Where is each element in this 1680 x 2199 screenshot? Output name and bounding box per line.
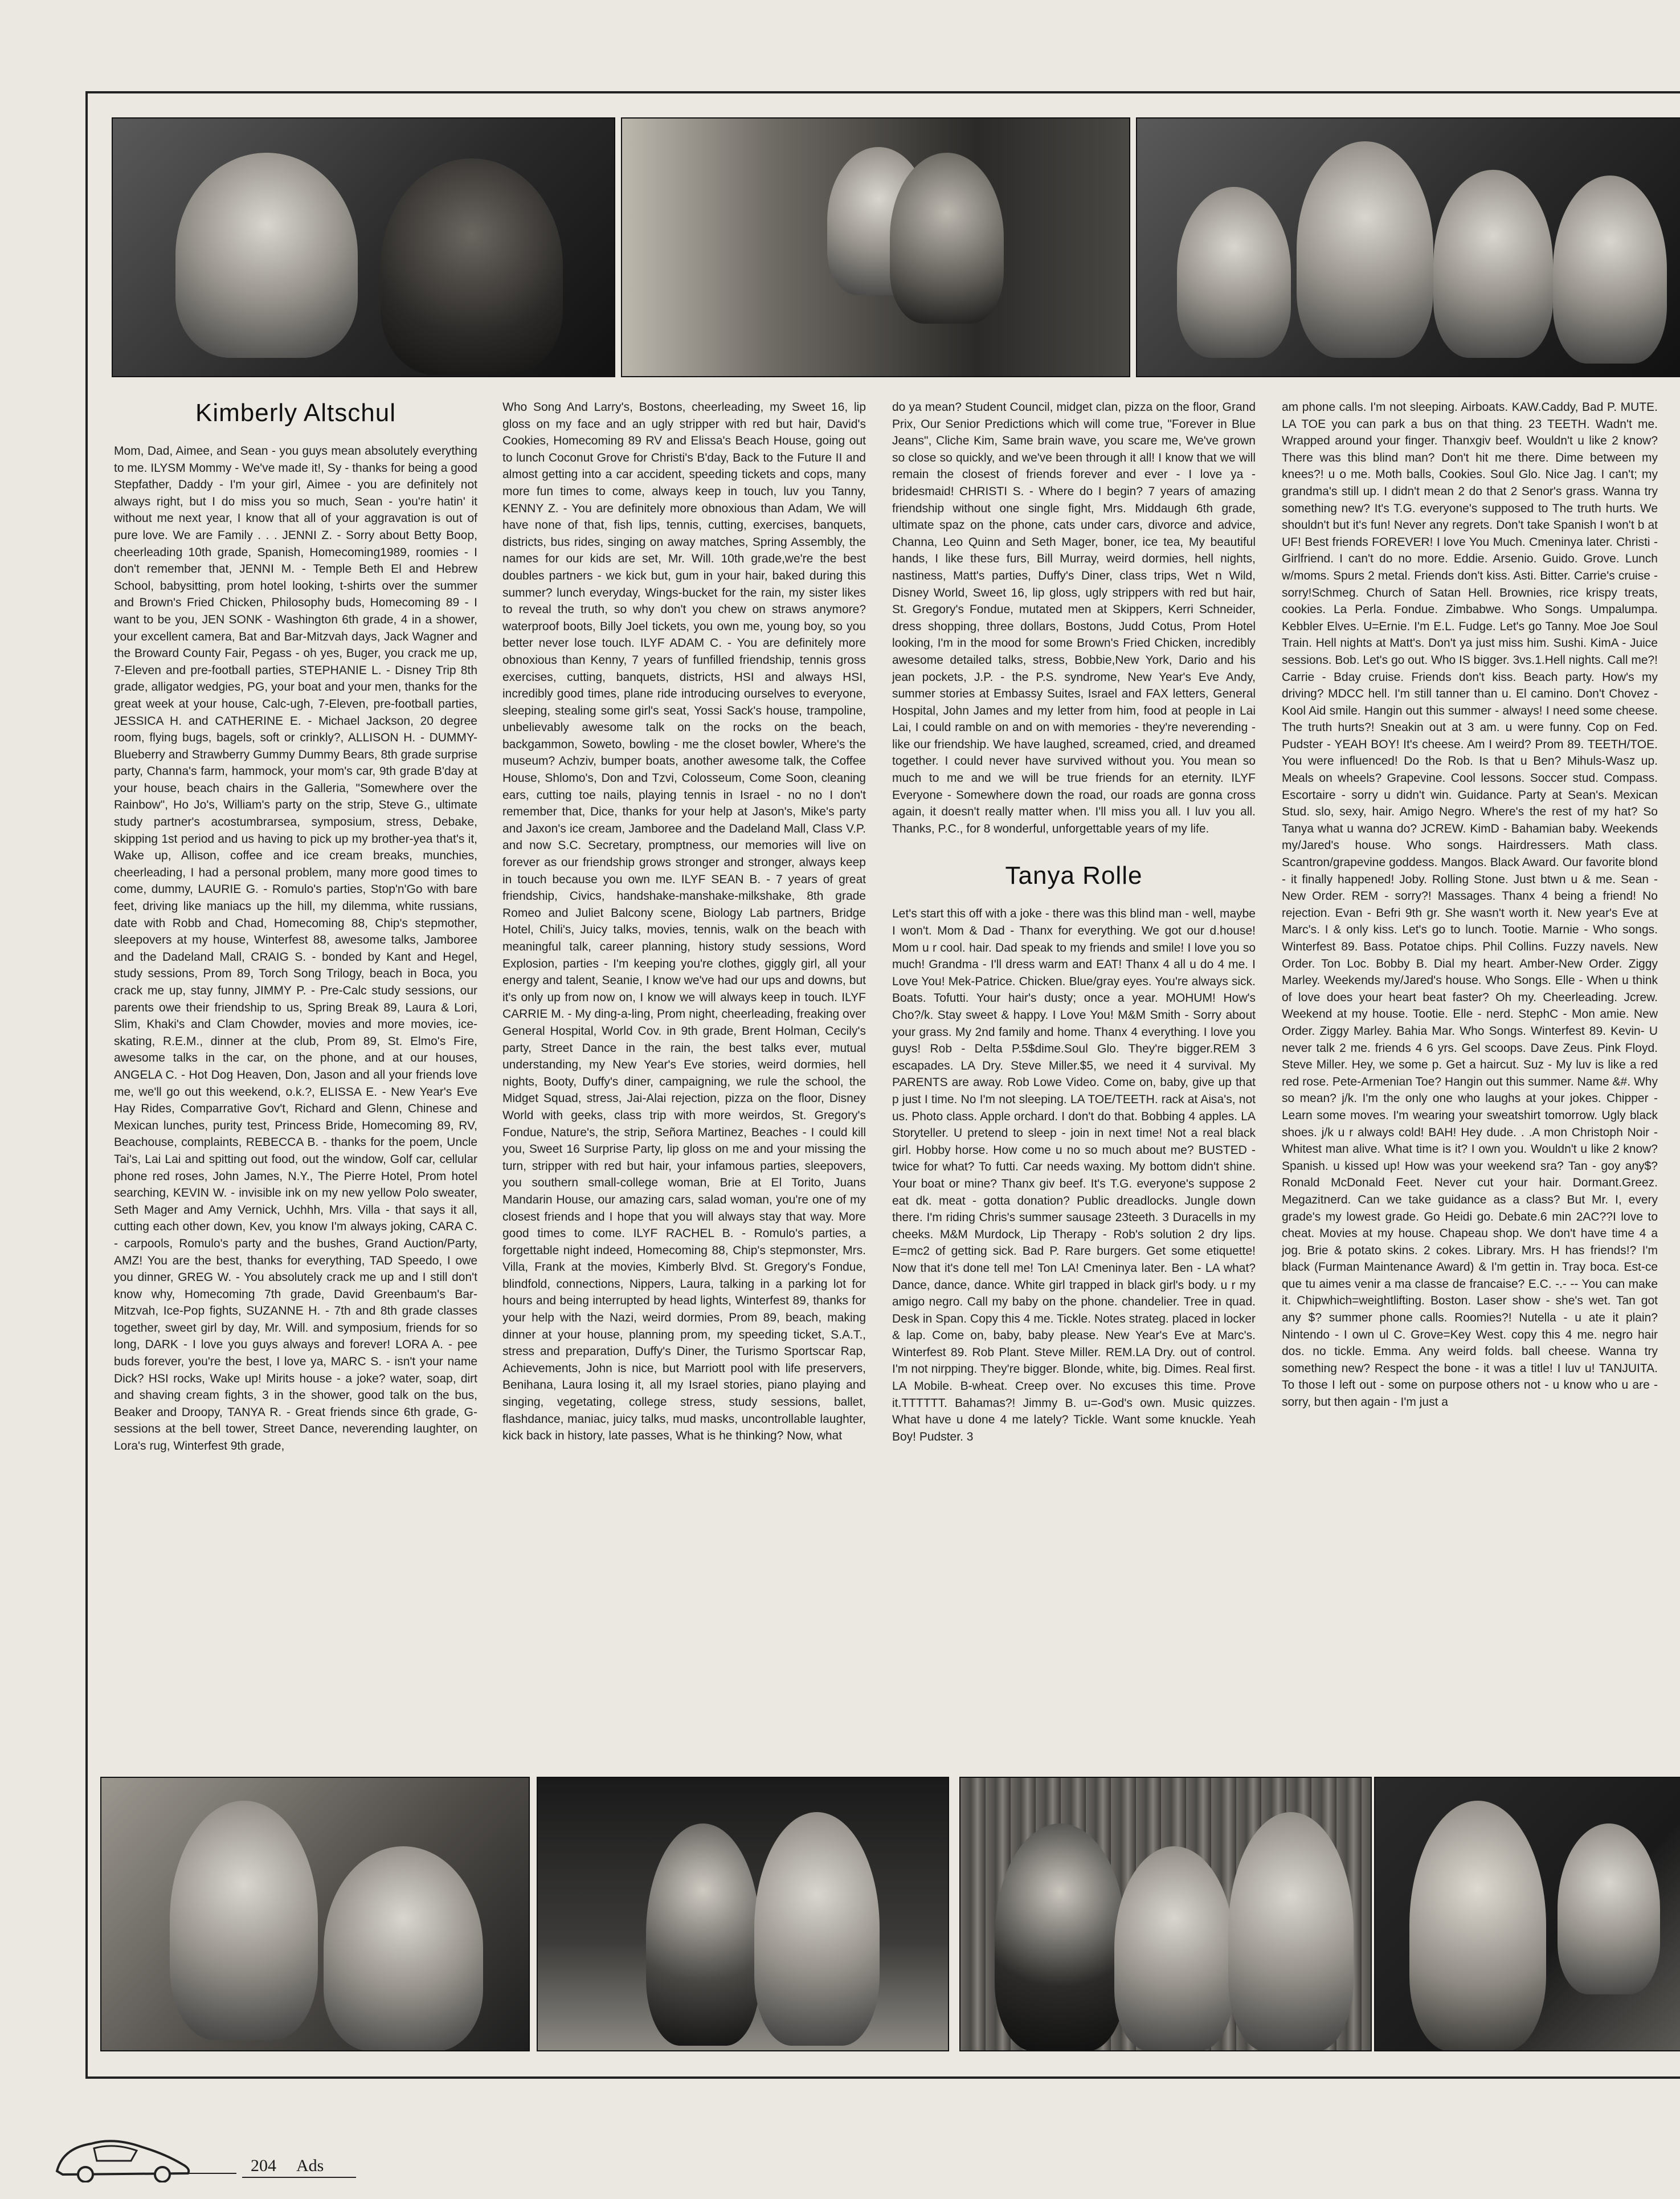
kimberly-text-part-1: Mom, Dad, Aimee, and Sean - you guys mean absolutely everything to me. ILYSM Mommy - We've made it!, Sy - thanks for being a good Stepfather, Daddy - I'm your girl, Aimee - you are definitely not always right, but I do miss you so much, Sean - you're hatin' it without me next year, I know that all of your aggravation is out of pure love. We are Family . . . JENNI Z. - Sorry about Betty Boop, cheerleading 10th grade, Spanish, Homecoming1989, roomies - I don't remember that, JENNI M. - Temple Beth El and Hebrew School, babysitting, prom hotel looking, t-shirts over the summer and Brown's Fried Chicken, Philosophy buds, Homecoming 89 - I want to be you, JEN SONK - Washington 6th grade, 4 in a shower, your excellent camera, Bat and Bar-Mitzvah days, Jack Wagner and the Broward County Fair, Pegass - oh yes, Buger, you crack me up, 7-Eleven and pre-football parties, STEPHANIE L. - Disney Trip 8th grade, alligator wedgies, PG, your boat and your men, thanks for the great week at your house, Calc-ugh, 7-Eleven, pre-football parties, JESSICA H. and CATHERINE E. - Michael Jackson, 20 degree room, flying bugs, bagels, soft or crinkly?, ALLISON H. - DUMMY-Blueberry and Strawberry Gummy Dummy Bears, 8th grade surprise party, Channa's farm, hammock, your mom's car, 9th grade B'day at your house, beach chairs in the Galleria, "Somewhere over the Rainbow", Ho Jo's, William's party on the strip, Steve G., ultimate study partner's acostumbrarsea, symposium, stress, Debake, skipping 1st period and us having to pick up my brother-yea that's it, Wake up, Allison, coffee and ice cream breaks, munchies, cheerleading, I had a personal problem, many more good times to come, dummy, LAURIE G. - Romulo's parties, Stop'n'Go with bare feet, driving like maniacs up the hill, my dilemma, white russians, date with Robb and Chad, Homecoming 88, Chip's stepmother, sleepovers at my house, Winterfest 88, awesome talks, Jamboree and the Dadeland Mall, CRAIG S. - bonded by Kant and Hegel, study sessions, Prom 89, Torch Song Trilogy, beach in Boca, you crack me up, stay funny, JIMMY P. - Pre-Calc study sessions, our parents owe their friendship to us, Spring Break 89, Laura & Lori, Slim, Khaki's and Clam Chowder, movies and more movies, ice-skating, R.E.M., dinner at the club, Prom 89, St. Elmo's Fire, awesome talks in the car, on the phone, and at our houses, ANGELA C. - Hot Dog Heaven, Don, Jason and all your friends love me, we'll go out this weekend, o.k.?, ELISSA E. - New Year's Eve Hay Rides, Comparrative Gov't, Richard and Glenn, Chinese and Mexican lunches, purity test, Princess Bride, Homecoming 89, RV, Beachouse, complaints, REBECCA B. - thanks for the poem, Uncle Tai's, Lai Lai and spitting out food, out the window, Golf car, cellular phone red roses, John James, N.Y., The Pierre Hotel, Prom hotel searching, KEVIN W. - invisible ink on my new yellow Polo sweater, Seth Mager and Amy Vernick, Uchhh, Mrs. Villa - that says it all, cutting each other down, Kev, you know I'm always joking, CARA C. - carpools, Romulo's party and the bushes, Grand Auction/Party, AMZ! You are the best, thanks for everything, TAD Speedo, I owe you dinner, GREG W. - You absolutely crack me up and I still don't know why, Homecoming 7th grade, David Greenbaum's Bar-Mitzvah, Ice-Pop fights, SUZANNE H. - 7th and 8th grade classes together, sweet girl by day, Mr. Will. and symposium, friends for so long, DARK - I love you guys always and forever! LORA A. - pee buds forever, you're the best, I love ya, MARC S. - isn't your name Dick? HSI rocks, Wake up! Mirits house - a joke? water, soap, dirt and shaving cream fights, 3 in the shower, good talk on the bus, Beaker and Droopy, TANYA R. - Great friends since 6th grade, G-sessions at the bell tower, Street Dance, neverending laughter, on Lora's rug, Winterfest 9th grade,	[114, 444, 477, 1453]
photo-bottom-4	[1374, 1777, 1680, 2051]
text-column-3	[892, 399, 1256, 1445]
photo-top-right	[1136, 117, 1680, 377]
tanya-text-part-2: am phone calls. I'm not sleeping. Airboats. KAW.Caddy, Bad P. MUTE. LA TOE you can park a bus on that thing. 23 TEETH. Wadn't me. Wrapped around your finger. Thanxgiv beef. Wouldn't u like 2 know? There was this blind man? Don't hit me there. Dime between my knees?! u o me. Moth balls, Cookies. Soul Glo. Nice Jag. I can't; my grandma's still up. I didn't mean 2 do that 2 Senor's grass. Wanna try something new? It's T.G. everyone's supposed to The truth hurts. We shouldn't but it's fun! Never any regrets. Don't take Spanish I won't b at UF! Best friends FOREVER! I love You Much. Cmeninya later. Christi - Girlfriend. I can't do no more. Eddie. Arsenio. Guido. Grove. Lunch w/moms. Spurs 2 metal. Friends don't kiss. Asti. Bitter. Carrie's cruise - sorry!Schmeg. Church of Satan Hell. Brownies, rice krispy treats, cookies. La Perla. Fondue. Zimbabwe. Who Songs. Umpalumpa. Kebbler Elves. U=Ernie. I'm E.L. Fudge. Let's go Tanny. Moe Joe Soul Train. Hell nights at Matt's. Don't ya just miss him. Sushi. KimA - Juice sessions. Bob. Let's go out. Who IS bigger. 3vs.1.Hell nights. Call me?! Carrie - Bday cruise. Friends don't kiss. Beach party. How's my driving? MDCC hell. I'm still tanner than u. El camino. Don't Chovez - Kool Aid smile. Hangin out this summer - always! I need some cheese. The truth hurts?! Sneakin out at 3 am. u were funny. Cop on Fed. Pudster - YEAH BOY! It's cheese. Am I weird? Prom 89. TEETH/TOE. You were influenced! Do the Rob. Is that u Ben? Mihuls-Wasz up. Meals on wheels? Grapevine. Cool lessons. Soccer stud. Compass. Escortaire - sorry u didn't win. Guidance. Party at Sean's. Mexican Stud. slo, sexy, hair. Amigo Negro. Where's the rest of my hat? So Tanya what u wanna do? JCREW. KimD - Bahamian baby. Weekends my/Jared's house. Who songs. Hairdressers. Math class. Scantron/grapevine goddess. Mangos. Black Award. Our favorite blond - it finally happened! Joby. Rolling Stone. Just btwn u & me. Sean - New Order. REM - sorry?! Massages. Thanx 4 being a friend! No rejection. Evan - Befri 9th gr. She wasn't worth it. New year's Eve at Marc's. I & only kiss. Let's go to lunch. Tootie. Marnie - Who songs. Winterfest 89. Bass. Potatoe chips. Phil Collins. Fuzzy navels. New Order. Ton Loc. Bobby B. Dial my heart. Amber-New Order. Ziggy Marley. Weekends my/Jared's house. Who Songs. Elle - When u think of love does your heart beat faster? Oh my. Cheerleading. Jcrew. Weekend at my house. Tootie. Elle - nerd. StephC - Mon amie. New Order. Ziggy Marley. Bahia Mar. Who Songs. Winterfest 89. Kevin- U never talk 2 me. friends 4 6 yrs. Gel scoops. Dave Zeus. Pink Floyd. Steve Miller. Hey, we some p. Get a haircut. Suz - My luv is like a red red rose. Pete-Armenian Toe? Hangin out this summer. Name &#. Why so mean? j/k. I'm the only one who laughs at your jokes. Chipper - Learn some moves. I'm wearing your sweatshirt tomorrow. Ugly black shoes. j/k u r always cold! BAH! Hey dude. . .A mon Christoph Noir - Whitest man alive. What time is it? I own you. Wouldn't u like 2 know? Spanish. u kissed up! How was your weekend sra? Tan - goy any$? Ronald McDonald Feet. Never cut your hair. Dormant.Greez. Megazitnerd. Can we take guidance as a class? But Mr. I, every grade's my lowest grade. Go Heidi go. Debate.6 min 2AC??I love to cheat. Movies at my house. Chapeau shop. We don't have time 4 a jog. Brie & potato skins. 2 cokes. Library. Mrs. H has friends!? I'm black (Furman Maintenance Award) & I'm gettin in. Tray boca. Est-ce que tu aimes venir a ma classe de francaise? E.C. -.- -- You can make it. Chipwhich=weightlifting. Boston. Laser show - she's wet. Tan got any $? summer phone calls. Roomies?! Nutella - u ate it plain? Nintendo - I own ul C. Grove=Key West. copy this 4 me. negro hair dos. no tickle. Emma. Any weird folds. ball cheese. Wanna try something new? Respect the bone - it was a title! I luv u! TANJUITA. To those I left out - some on purpose others not - u know who u are - sorry, but then again - I'm just a	[1282, 401, 1658, 1409]
text-column-2	[502, 399, 866, 1445]
section-label: Ads	[296, 2156, 324, 2175]
photo-bottom-3	[959, 1777, 1372, 2051]
photo-bottom-1	[100, 1777, 530, 2051]
page-footer	[46, 2131, 387, 2182]
kimberly-text-part-3: do ya mean? Student Council, midget clan, pizza on the floor, Grand Prix, Our Senior Predictions which will come true, "Forever in Blue Jeans", Cliche Kim, Same brain wave, you scare me, We've grown so close so quickly, and we've been through it all! I know that we will remain the closest of friends forever and ever - I love ya - bridesmaid! CHRISTI S. - Where do I begin? 7 years of amazing friendship without one single fight, Mrs. Middaugh 6th grade, ultimate spaz on the phone, cats under cars, divorce and advice, Channa, Leo Quinn and Seth Mager, boner, ice tea, My beautiful hands, I like these furs, Bill Murray, weird dormies, hell nights, nastiness, Matt's parties, Duffy's Diner, class trips, Wet n Wild, Disney World, Sweet 16, lip gloss, ugly strippers with red but hair, St. Gregory's Fondue, mutated men at Skippers, Kerri Schneider, dress shopping, three dollars, Bostons, Judd Cotus, Prom Hotel looking, I'm in the mood for some Brown's Fried Chicken, incredibly awesome detailed talks, stress, Bobbie,New York, Dario and his jean pockets, J.P. - the P.S. syndrome, New Year's Eve Andy, summer stories at Embassy Suites, Israel and FAX letters, General Hospital, John James and my letter from him, food at people in Lai Lai, I could ramble on and on with memories - they're neverending - like our friendship. We have laughed, screamed, cried, and dreamed together. I could never have survived without you. You mean so much to me and we will be true friends for an eternity. ILYF Everyone - Somewhere down the road, our roads are gonna cross again, it doesn't really matter when. I'll miss you all. I luv you all. Thanks, P.C., for 8 wonderful, unforgettable years of my life.	[892, 401, 1256, 835]
student-name-kimberly: Kimberly Altschul	[195, 399, 396, 427]
text-column-4	[1282, 399, 1658, 1411]
text-column-1	[114, 396, 477, 1455]
photo-top-middle	[621, 117, 1130, 377]
tanya-text-part-1: Let's start this off with a joke - there was this blind man - well, maybe I won't. Mom & Dad - Thanx for everything. We got our d.house! Mom u r cool. hair. Dad speak to my friends and smile! I love you so much! Grandma - I'll dress warm and EAT! Thanx 4 all u do 4 me. I Love You! Mek-Patrice. Chicken. Blue/gray eyes. You're always sick. Boats. Tofutti. Your hair's dusty; once a year. MOHUM! How's Cho?/k. Stay sweet & happy. I Love You! M&M Smith - Sorry about your grass. My 2nd family and home. Thanx 4 everything. I love you guys! Rob - Delta P.5$dime.Soul Glo. They're bigger.REM 3 escapades. LA Dry. Steve Miller.$5, we need it 4 survival. My PARENTS are away. Rob Lowe Video. Come on, baby, give up that p just I time. No I'm not sleeping. LA TOE/TEETH. rack at Aisa's, not us. Photo class. Apple orchard. I don't do that. Bobbing 4 apples. LA Storyteller. U pretend to sleep - join in next time! Not a real black girl. Hobby horse. How come u no so much about me? BUSTED - twice for what? To futti. Car needs waxing. My bottom didn't shine. Your boat or mine? Thanx giv beef. It's T.G. everyone's suppose 2 eat dk. meat - gotta donation? Public dreadlocks. Jungle down there. I'm riding Chris's summer sausage 23teeth. 3 Duracells in my cheeks. M&M Murdock, Lip Therapy - Rob's solution 2 dry lips. E=mc2 of getting sick. Bad P. Rare burgers. Get some etiquette! Now that it's done tell me! Ton LA! Cmeninya later. Ben - LA what? Dance, dance, dance. White girl trapped in black girl's body. u r my amigo negro. Call my baby on the phone. chandelier. Tree in quad. Desk in Span. Copy this 4 me. Tickle. Notes strateg. placed in locker & lap. Come on, baby, baby please. New Year's Eve at Marc's. Winterfest 89. Rob Plant. Steve Miller. REM.LA Dry. out of control. I'm not nirpping. They're bigger. Blonde, white, big. Dimes. Real first. LA Mobile. B-wheat. Creep over. No excuses this time. Prove it.TTTTTT. Bahamas?! Jimmy B. u=-God's own. Music quizzes. What have u done 4 me lately? Tickle. Want some knuckle. Yeah Boy! Pudster. 3	[892, 907, 1256, 1443]
footer-rule	[242, 2177, 356, 2178]
page-number: 204	[251, 2156, 276, 2175]
photo-bottom-2	[537, 1777, 949, 2051]
photo-top-left	[112, 117, 615, 377]
kimberly-text-part-2: Who Song And Larry's, Bostons, cheerleading, my Sweet 16, lip gloss on my face and an ugly stripper with red but hair, David's Cookies, Homecoming 89 RV and Elissa's Beach House, going out to lunch Coconut Grove for Christi's B'day, Back to the Future II and almost getting into a car accident, speeding tickets and cops, many more fun times to come, always keep in touch, luv you Tanny, KENNY Z. - You are definitely more obnoxious than Adam, We will have none of that, fish lips, tennis, cutting, exercises, banquets, districts, bus rides, singing on away matches, Spring Assembly, the names for our kids are set, Mr. Will. 10th grade,we're the best doubles partners - we kick but, gum in your hair, baked during this summer? lunch everyday, Wings-bucket for the rain, my sister likes to reveal the truth, so why don't you chew on straws anymore? waterproof boots, Billy Joel tickets, you own me, young boy, so you better never lose touch. ILYF ADAM C. - You are definitely more obnoxious than Kenny, 7 years of funfilled friendship, tennis gross exercises, cutting, banquets, districts, HSI and always HSI, incredibly good times, plane ride introducing ourselves to everyone, sleeping, stealing some girl's seat, Yossi Sack's house, trampoline, unbelievably awesome talk on the rocks on the beach, backgammon, Soweto, bowling - me the closet bowler, Where's the museum? Achziv, bumper boats, another awesome talk, the Coffee House, Shlomo's, Don and Tzvi, Colosseum, Come Soon, cleaning ears, cutting toe nails, playing tennis in Israel - no no I don't remember that, Dice, thanks for your help at Jason's, Mike's party and Jaxon's ice cream, Jamboree and the Dadeland Mall, Class V.P. and now S.C. Secretary, promptness, our memories will live on forever as our friendship grows stronger and stronger, always keep in touch because you own me. ILYF SEAN B. - 7 years of great friendship, Civics, handshake-manshake-milkshake, 8th grade Romeo and Juliet Balcony scene, Biology Lab partners, Bridge Hotel, Chili's, Juicy talks, movies, tennis, walk on the beach with meaningful talk, career planning, history study sessions, Word Explosion, parties - I'm keeping you're clothes, giggly girl, all your energy and talent, Seanie, I know we've had our ups and downs, but it's only up from now on, I know we will always keep in touch. ILYF CARRIE M. - My ding-a-ling, Prom night, cheerleading, freaking over General Hospital, World Cov. in 9th grade, Brent Holman, Cecily's party, Street Dance in the rain, the best talks ever, mutual understanding, my New Year's Eve stories, weird dormies, hell nights, Booty, Duffy's diner, campaigning, we rule the school, the Midget Squad, stress, Jai-Alai rejection, pizza on the floor, Disney World with geeks, class trip with more weirdos, St. Gregory's Fondue, Nature's, the strip, Señora Martinez, Beaches - I could kill you, Sweet 16 Surprise Party, lip gloss on me and your missing the turn, stripper with red but hair, your infamous parties, sleepovers, you southern small-college woman, Brie at El Torito, Juans Mandarin House, our amazing cars, salad woman, you're one of my closest friends and I hope that you will always stay that way. More good times to come. ILYF RACHEL B. - Romulo's parties, a forgettable night indeed, Homecoming 88, Chip's stepmonster, Mrs. Villa, Frank at the movies, Kimberly Blvd. St. Gregory's Fondue, blindfold, connections, Nippers, Laura, talking in a parking lot for hours and being interrupted by head lights, Winterfest 89, thanks for your help with the Nazi, weird dormies, Prom 89, beach, making dinner at your house, planning prom, my speeding ticket, S.A.T., stress and preparation, Duffy's Diner, the Turismo Sportscar Rap, Achievements, John is nice, but Marriott pool with life preservers, Benihana, Laura losing it, all my Israel stories, piano playing and singing, vegetating, college stress, study sessions, ballet, flashdance, maniac, juicy talks, mud masks, uncontrollable laughter, kick back in history, late passes, What is he thinking? Now, what	[502, 401, 866, 1443]
car-icon	[46, 2131, 239, 2182]
student-name-tanya: Tanya Rolle	[1005, 862, 1143, 890]
